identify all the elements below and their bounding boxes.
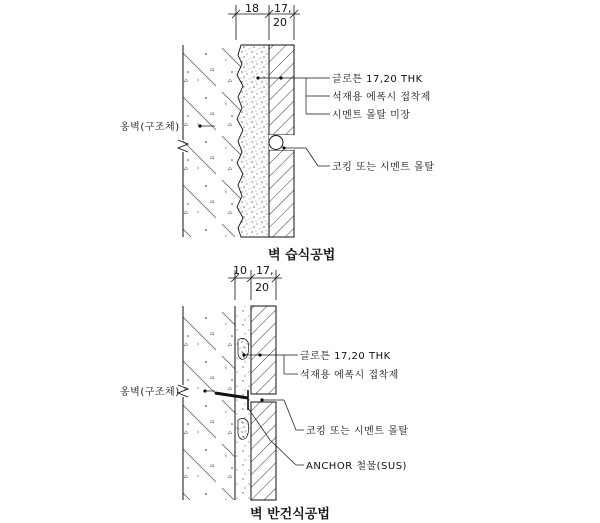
top-dim-20: 20 [273,16,287,29]
bottom-label-wall: 옹벽(구조체) [120,387,180,398]
top-concrete-wall [183,45,241,237]
bottom-stone-panel-lower [251,402,276,500]
top-label-caulk: 코킹 또는 시멘트 몰탈 [332,162,435,173]
top-backer-rod [269,136,283,150]
bottom-label-epoxy: 석재용 에폭시 접착제 [300,370,399,381]
bottom-label-caulk: 코킹 또는 시멘트 몰탈 [306,426,409,437]
top-stone-panel-lower [269,150,294,237]
top-label-mortar: 시멘트 몰탈 미장 [332,110,411,121]
semi-dry-method-detail [120,264,408,522]
top-dim-18: 18 [245,2,259,15]
top-title: 벽 습식공법 [268,248,336,263]
wet-method-detail [120,2,434,263]
top-stone-panel-upper [269,45,294,135]
bottom-epoxy-spot-lower [238,418,249,439]
bottom-title: 벽 반건식공법 [250,507,330,522]
bottom-concrete-wall [183,306,235,500]
top-label-epoxy: 석재용 에폭시 접착제 [332,92,431,103]
bottom-stone-panel-upper [251,306,276,394]
top-label-stone: 글로튼 17,20 THK [332,74,423,85]
bottom-dim-17: 17, [256,264,274,277]
top-dim-17: 17, [274,2,292,15]
bottom-label-anchor: ANCHOR 철물(SUS) [306,461,407,472]
top-label-wall: 옹벽(구조체) [120,122,180,133]
bottom-label-stone: 글로튼 17,20 THK [300,351,391,362]
bottom-dim-20: 20 [255,281,269,294]
bottom-dim-10: 10 [233,264,247,277]
top-mortar-layer [237,45,269,237]
